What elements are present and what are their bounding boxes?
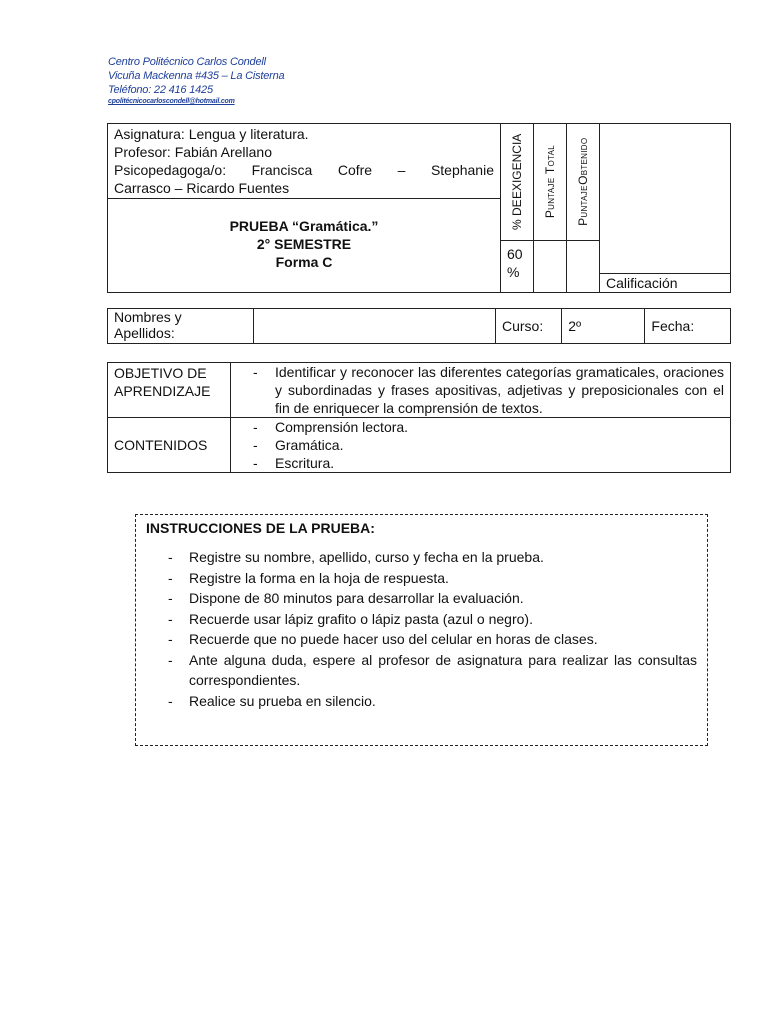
school-header (108, 55, 284, 106)
instruction-item: - Ante alguna duda, espere al profesor de asignatura para realizar las consultas correspondientes. (146, 650, 697, 691)
total-score-value[interactable] (534, 241, 567, 293)
instructions-list (146, 547, 697, 711)
exam-semester: 2° SEMESTRE (256, 236, 352, 252)
exam-title: PRUEBA “Gramática.” (229, 218, 379, 234)
obtained-score-header: Puntaje Obtenido (567, 124, 600, 241)
objective-label: OBJETIVO DE APRENDIZAJE (108, 363, 231, 418)
obtained-score-value[interactable] (567, 241, 600, 293)
school-email-link[interactable]: cpolitécnicocarloscondell@hotmail.com (108, 98, 235, 105)
name-label: Nombres y Apellidos: (108, 309, 254, 344)
contents-label: CONTENIDOS (108, 418, 231, 473)
exam-form: Forma C (275, 254, 333, 270)
total-score-header: Puntaje Total (534, 124, 567, 241)
instructions-title: INSTRUCCIONES DE LA PRUEBA: (146, 520, 375, 536)
school-address: Vicuña Mackenna #435 – La Cisterna (108, 70, 285, 82)
exam-info-cell (108, 124, 501, 199)
psychopedagogue-line-2: Carrasco – Ricardo Fuentes (114, 180, 290, 196)
course-label: Curso: (496, 309, 562, 344)
exam-header-table (107, 123, 731, 293)
instructions-box (135, 514, 708, 746)
subject-line: Asignatura: Lengua y literatura. (114, 126, 309, 142)
instruction-item: - Dispone de 80 minutos para desarrollar la evaluación. (146, 588, 697, 609)
instruction-item: - Registre la forma en la hoja de respuesta. (146, 568, 697, 589)
exigency-header: % DE EXIGENCIA (501, 124, 534, 241)
school-phone: Teléfono: 22 416 1425 (108, 84, 213, 96)
student-info-table (107, 308, 731, 344)
objective-cell (231, 363, 731, 418)
school-name: Centro Politécnico Carlos Condell (108, 56, 266, 68)
instruction-item: - Recuerde usar lápiz grafito o lápiz pasta (azul o negro). (146, 609, 697, 630)
date-label: Fecha: (645, 309, 731, 344)
contents-cell (231, 418, 731, 473)
content-item: - Gramática. (231, 436, 724, 454)
grade-label: Calificación (600, 273, 730, 292)
instruction-item: - Registre su nombre, apellido, curso y fecha en la prueba. (146, 547, 697, 568)
content-item: - Escritura. (231, 454, 724, 472)
psychopedagogue-line: Psicopedagoga/o: Francisca Cofre – Stephanie (114, 162, 494, 178)
name-field[interactable] (253, 309, 495, 344)
content-item: - Comprensión lectora. (231, 418, 724, 436)
teacher-line: Profesor: Fabián Arellano (114, 144, 272, 160)
course-field[interactable]: 2º (562, 309, 645, 344)
instruction-item: - Realice su prueba en silencio. (146, 691, 697, 712)
objectives-table (107, 362, 731, 473)
instruction-item: - Recuerde que no puede hacer uso del celular en horas de clases. (146, 629, 697, 650)
exigency-value-cell: 60 % (501, 241, 534, 293)
objective-text: - Identificar y reconocer las diferentes categorías gramaticales, oraciones y subordinadas y frases apositivas, adjetivas y preposicionales con el fin de enriquecer la comprensión de textos. (231, 363, 724, 417)
grade-cell[interactable] (600, 124, 731, 293)
exam-title-cell (108, 199, 501, 293)
